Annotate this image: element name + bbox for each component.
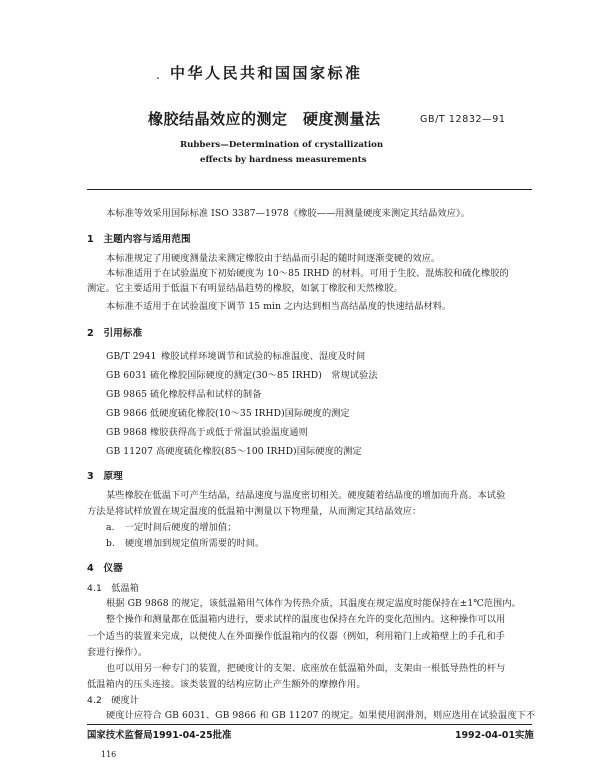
list-item-label: a. xyxy=(106,522,115,533)
reference-code: GB 9866 xyxy=(106,408,148,419)
section-3-line: 某些橡胶在低温下可产生结晶，结晶速度与温度密切相关。硬度随着结晶度的增加而升高。本试验 xyxy=(106,490,506,501)
reference-title: 橡胶获得高于或低于常温试验温度通则 xyxy=(150,427,308,438)
footer-rule xyxy=(87,724,532,725)
reference-title: 低硬度硫化橡胶(10～35 IRHD)国际硬度的测定 xyxy=(150,408,350,419)
document-title: 橡胶结晶效应的测定 硬度测量法 xyxy=(148,110,381,128)
list-item-label: b. xyxy=(106,538,116,549)
section-1-heading: 1 主题内容与适用范围 xyxy=(87,234,191,245)
section-4-1-heading: 4.1 低温箱 xyxy=(87,583,140,594)
section-4-2-line: 硬度计应符合 GB 6031、GB 9866 和 GB 11207 的规定。如果使用润滑剂，则应选用在试验温度下不 xyxy=(106,710,536,721)
reference-title: 高硬度硫化橡胶(85～100 IRHD)国际硬度的测定 xyxy=(156,446,362,457)
header-rule xyxy=(87,189,532,190)
section-1-line: 测定。它主要适用于低温下有明显结晶趋势的橡胶，如氯丁橡胶和天然橡胶。 xyxy=(87,283,403,294)
section-2-heading: 2 引用标准 xyxy=(87,328,143,339)
reference-code: GB 9865 xyxy=(106,389,148,400)
list-item-text: 硬度增加到规定值所需要的时间。 xyxy=(125,538,265,549)
section-4-2-heading: 4.2 硬度计 xyxy=(87,695,140,706)
section-3-line: 方法是将试样放置在规定温度的低温箱中测量以下物理量，从而测定其结晶效应： xyxy=(87,506,422,517)
english-title-line-1: Rubbers—Determination of crystallization xyxy=(180,140,384,150)
issuing-authority: 中华人民共和国国家标准 xyxy=(170,64,363,82)
section-1-line: 本标准规定了用硬度测量法来测定橡胶由于结晶而引起的随时间逐渐变硬的效应。 xyxy=(106,253,441,264)
list-item-text: 一定时间后硬度的增加值； xyxy=(125,522,237,533)
reference-code: GB 11207 xyxy=(106,446,154,457)
reference-title: 硫化橡胶国际硬度的测定(30～85 IRHD) 常规试验法 xyxy=(150,370,378,381)
reference-code: GB 6031 xyxy=(106,370,148,381)
section-4-1-line: 套进行操作）。 xyxy=(87,647,148,658)
reference-code: GB 9868 xyxy=(106,427,148,438)
reference-title: 硫化橡胶样品和试样的制备 xyxy=(150,389,262,400)
approval-date: 国家技术监督局1991-04-25批准 xyxy=(87,730,232,741)
section-1-line: 本标准适用于在试验温度下初始硬度为 10～85 IRHD 的材料。可用于生胶、混炼胶和硫化橡胶的 xyxy=(106,268,509,279)
english-title-line-2: effects by hardness measurements xyxy=(200,155,367,165)
section-1-line: 本标准不适用于在试验温度下调节 15 min 之内达到相当高结晶度的快速结晶材料。 xyxy=(106,301,452,312)
section-3-heading: 3 原理 xyxy=(87,471,123,482)
intro-paragraph: 本标准等效采用国际标准 ISO 3387—1978《橡胶——用测量硬度来测定其结晶效应》。 xyxy=(106,208,470,219)
section-4-1-line: 整个操作和测量都在低温箱内进行，要求试样的温度也保持在允许的变化范围内。这种操作可以用 xyxy=(106,614,506,625)
section-4-1-line: 一个适当的装置来完成，以便使人在外面操作低温箱内的仪器（例如，利用箱门上或箱壁上的手孔和手 xyxy=(87,631,505,642)
effective-date: 1992-04-01实施 xyxy=(455,730,534,741)
section-4-1-line: 低温箱内的压头连接。该类装置的结构应防止产生额外的摩擦作用。 xyxy=(87,679,366,690)
reference-code: GB/T 2941 xyxy=(106,351,157,362)
page-number: 116 xyxy=(101,750,117,759)
header-dot: . xyxy=(156,68,160,82)
section-4-1-line: 也可以用另一种专门的装置，把硬度计的支架、底座放在低温箱外面，支架由一根低导热性的杆与 xyxy=(106,663,506,674)
section-4-1-line: 根据 GB 9868 的规定，该低温箱用气体作为传热介质，其温度在规定温度时能保持在±1℃范围内。 xyxy=(106,598,521,609)
standard-number: GB/T 12832—91 xyxy=(420,114,506,125)
section-4-heading: 4 仪器 xyxy=(87,563,123,574)
reference-title: 橡胶试样环境调节和试验的标准温度、湿度及时间 xyxy=(161,351,366,362)
